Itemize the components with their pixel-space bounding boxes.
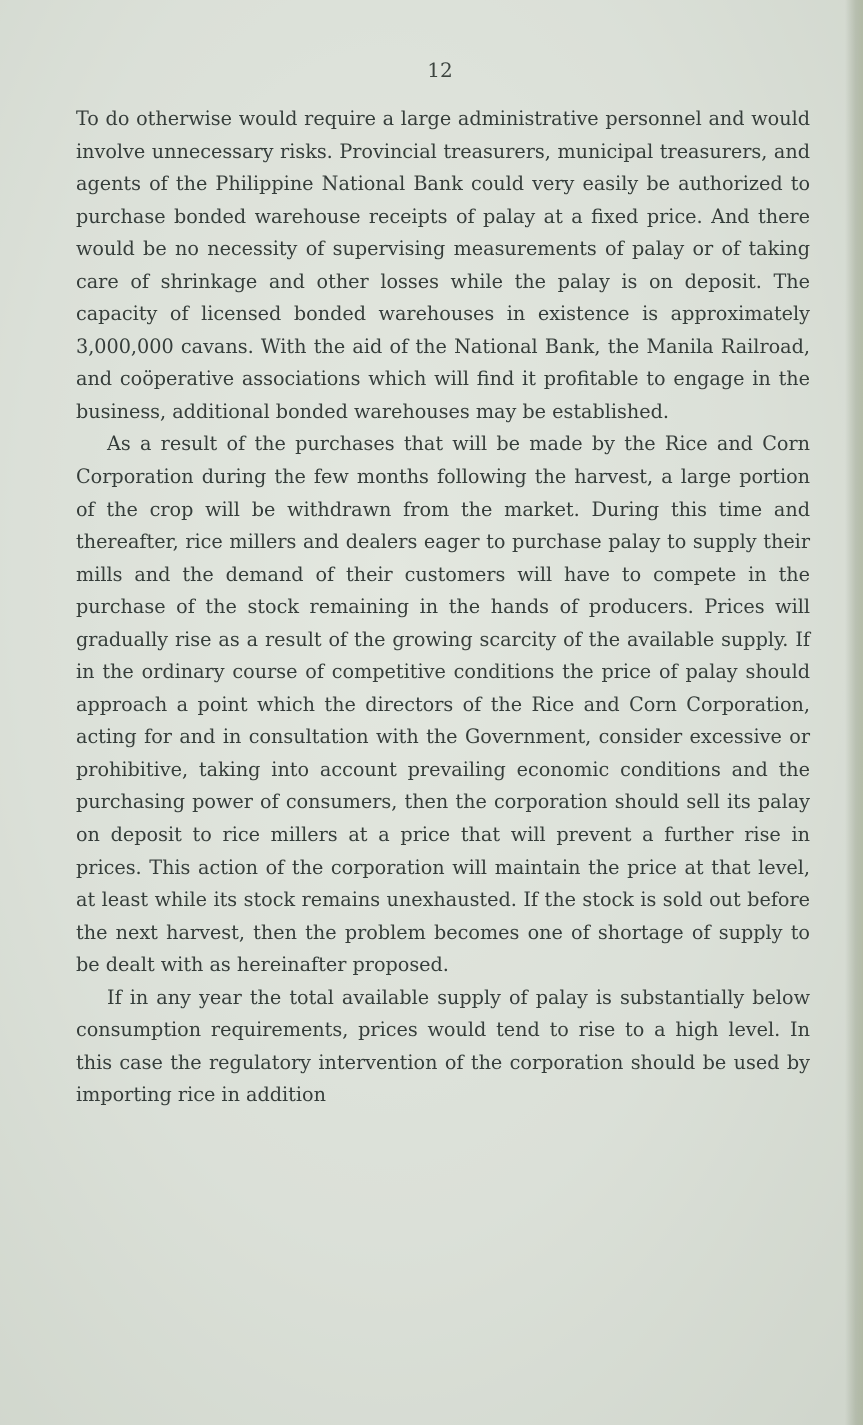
page-number: 12 [427, 58, 453, 82]
body-text [76, 103, 810, 1112]
paragraph-2: As a result of the purchases that will be made by the Rice and Corn Corporation during the few months following the harvest, a large portion of the crop will be withdrawn from the market. During this time and thereafter, rice millers and dealers eager to purchase palay to supply their mills and the demand of their customers will have to compete in the purchase of the stock remaining in the hands of producers. Prices will gradually rise as a result of the growing scarcity of the available supply. If in the ordinary course of competitive conditions the price of palay should approach a point which the directors of the Rice and Corn Corporation, acting for and in consultation with the Government, consider excessive or prohibitive, taking into account prevailing economic conditions and the purchasing power of consumers, then the corporation should sell its palay on deposit to rice millers at a price that will prevent a further rise in prices. This action of the corporation will maintain the price at that level, at least while its stock remains unexhausted. If the stock is sold out before the next harvest, then the problem becomes one of shortage of supply to be dealt with as hereinafter proposed. [76, 432, 810, 977]
paragraph-1: To do otherwise would require a large administrative personnel and would involve unnecessary risks. Provincial treasurers, municipal treasurers, and agents of the Philippine National Bank could very easily be authorized to purchase bonded warehouse receipts of palay at a fixed price. And there would be no necessity of supervising measurements of palay or of taking care of shrinkage and other losses while the palay is on deposit. The capacity of licensed bonded warehouses in existence is approximately 3,000,000 cavans. With the aid of the National Bank, the Manila Railroad, and coöperative associations which will find it profitable to engage in the business, additional bonded warehouses may be established. [76, 107, 810, 423]
page-spine-shadow [845, 0, 863, 1425]
paragraph-3: If in any year the total available supply of palay is substantially below consumption requirements, prices would tend to rise to a high level. In this case the regulatory intervention of the corporation should be used by importing rice in addition [76, 985, 810, 1107]
